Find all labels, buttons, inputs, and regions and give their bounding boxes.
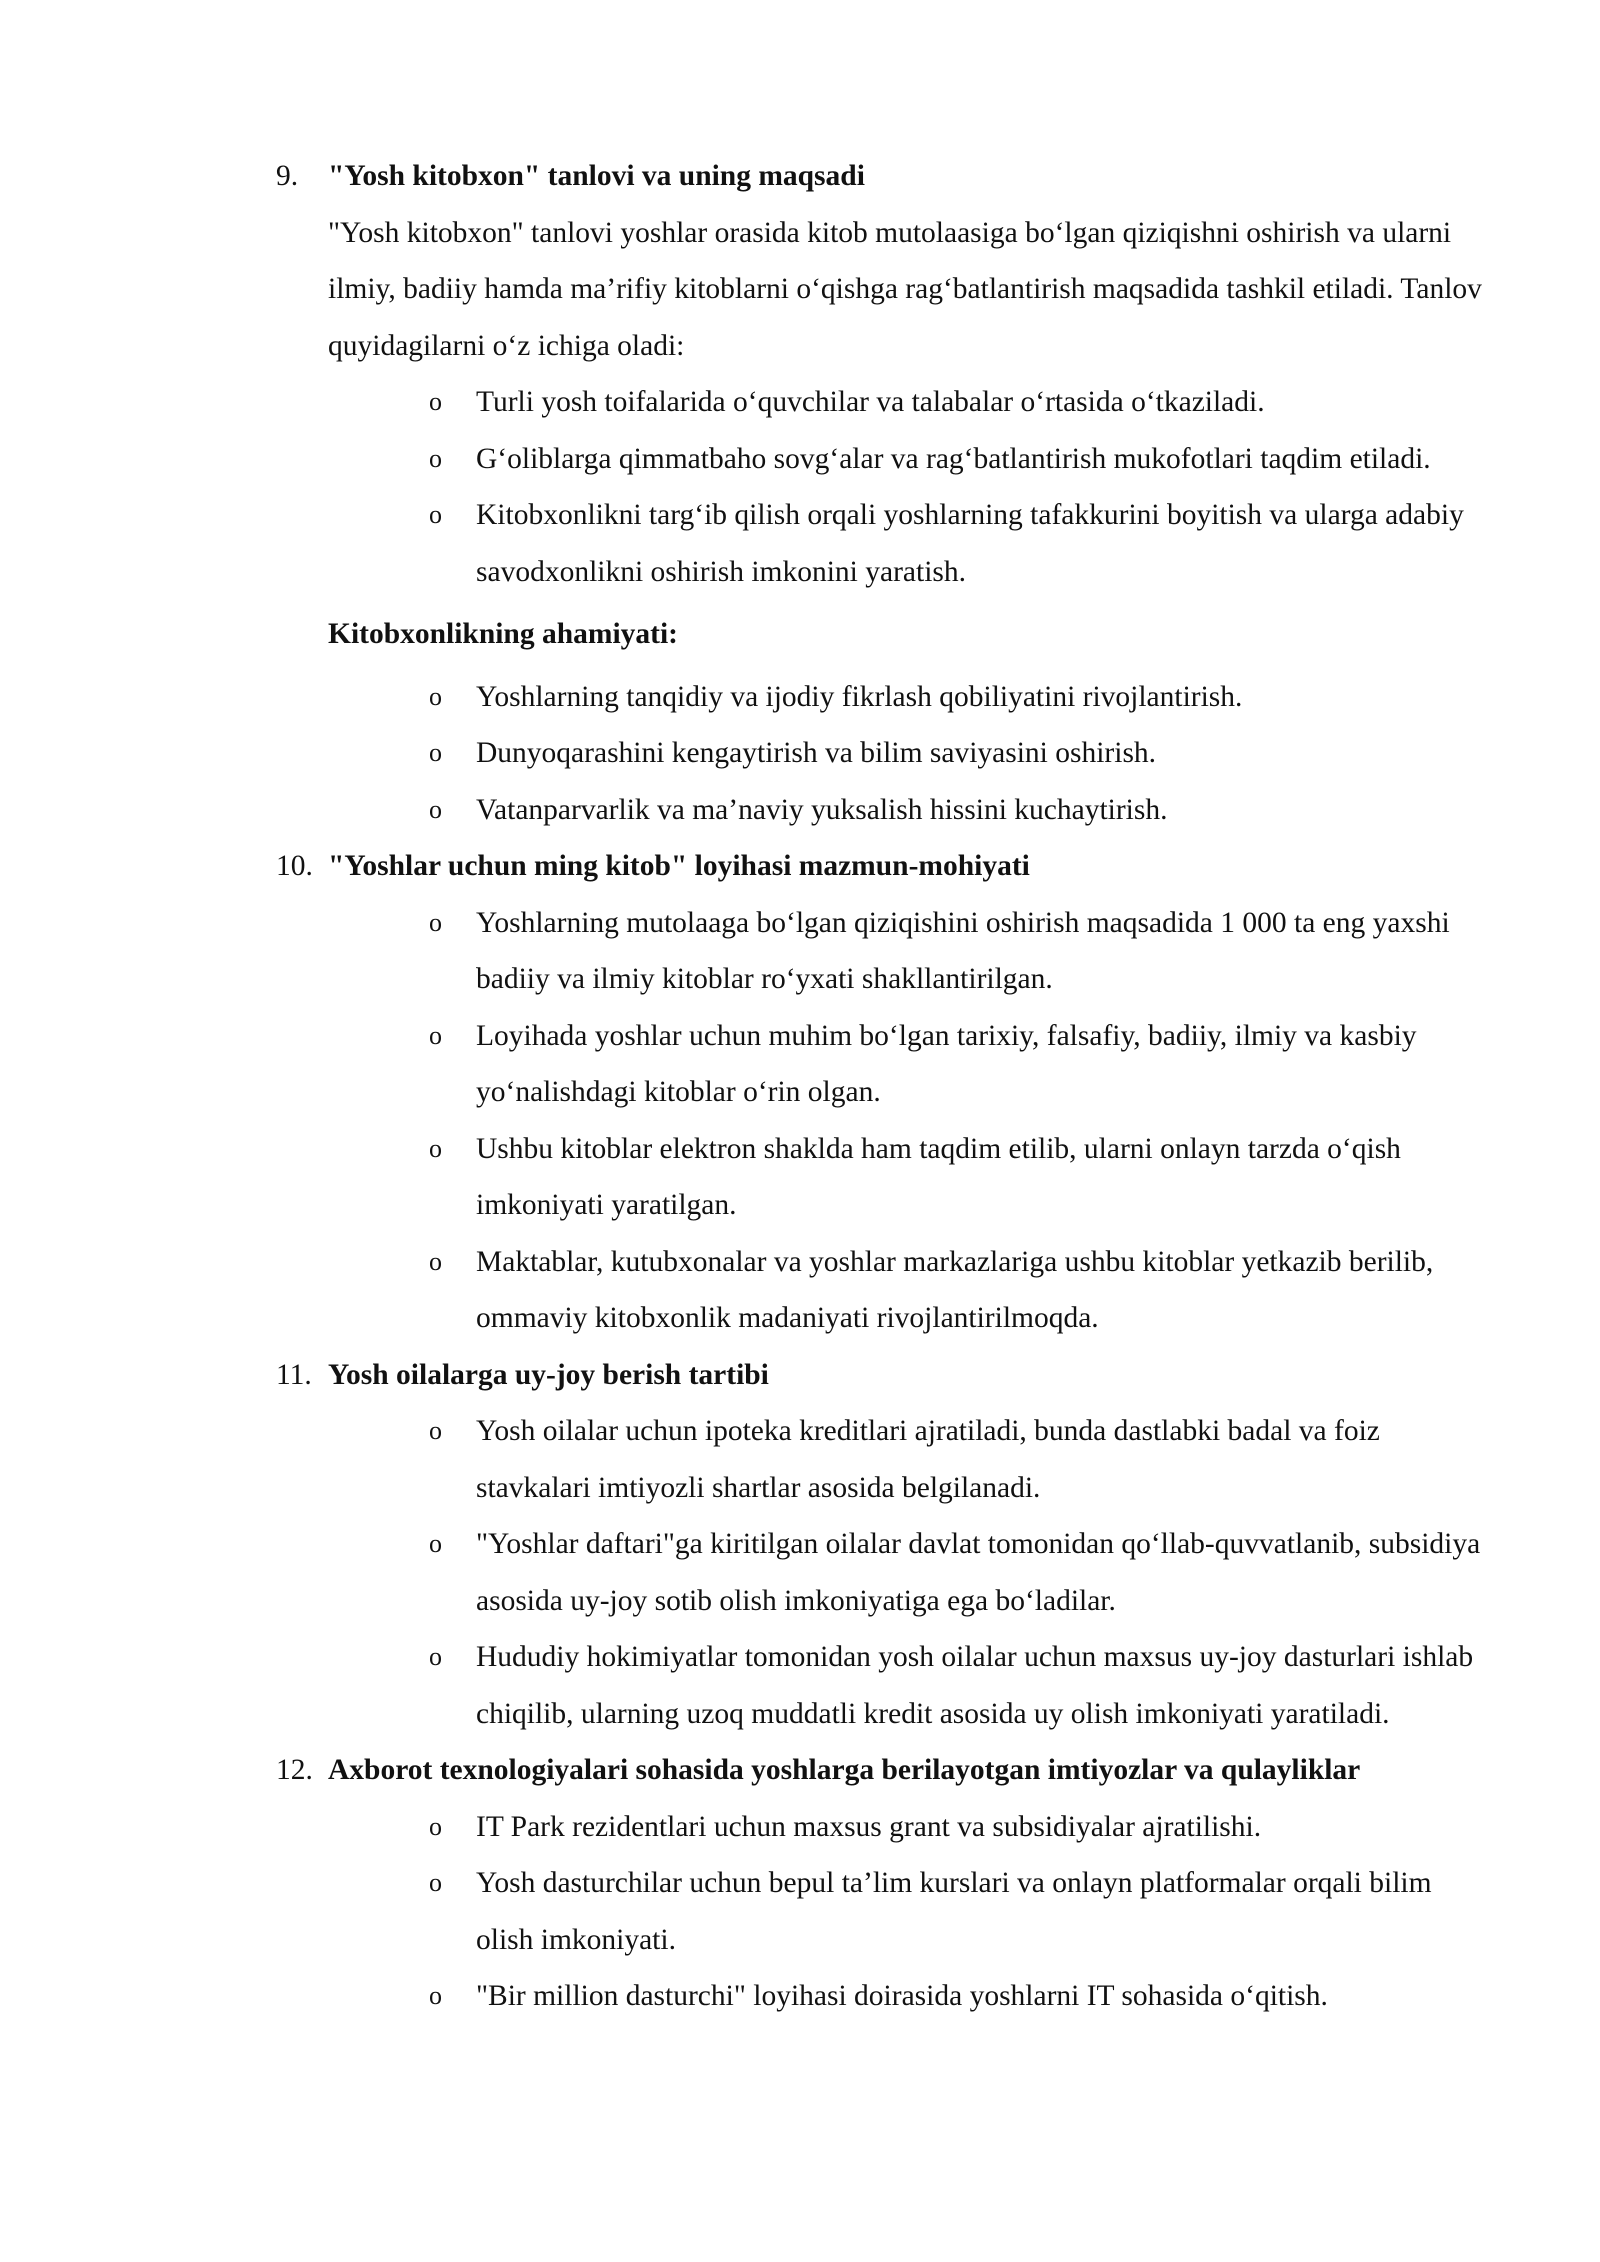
list-item-text: Turli yosh toifalarida o‘quvchilar va talabalar o‘rtasida o‘tkaziladi.: [476, 386, 1265, 418]
list-item-text: Vatanparvarlik va ma’naviy yuksalish hissini kuchaytirish.: [476, 793, 1168, 826]
list-item-text: Yosh oilalar uchun ipoteka kreditlari ajratiladi, bunda dastlabki badal va foiz stavkalari imtiyozli shartlar asosida belgilanadi.: [476, 1415, 1380, 1504]
list-item-text: Maktablar, kutubxonalar va yoshlar markazlariga ushbu kitoblar yetkazib berilib, ommaviy kitobxonlik madaniyati rivojlantirilmoqda.: [476, 1245, 1434, 1334]
bullet-marker: o: [429, 1868, 442, 1897]
list-item-text: Dunyoqarashini kengaytirish va bilim saviyasini oshirish.: [476, 737, 1157, 769]
bullet-list: [328, 374, 1496, 600]
bullet-marker: o: [429, 1529, 442, 1558]
section-12: [276, 1742, 1496, 2025]
subheading: Kitobxonlikning ahamiyati:: [328, 618, 678, 650]
section-9: [276, 148, 1496, 838]
section-number: 10.: [276, 850, 313, 882]
list-item-text: "Bir million dasturchi" loyihasi doirasida yoshlarni IT sohasida o‘qitish.: [476, 1980, 1328, 2012]
list-item-text: Yosh dasturchilar uchun bepul ta’lim kurslari va onlayn platformalar orqali bilim olish imkoniyati.: [476, 1867, 1432, 1956]
bullet-marker: o: [429, 1642, 442, 1671]
bullet-list: [328, 1403, 1496, 1742]
bullet-marker: o: [429, 1246, 442, 1276]
section-10: [276, 838, 1496, 1347]
section-number: 9.: [276, 160, 299, 192]
bullet-marker: o: [429, 1981, 442, 2010]
bullet-marker: o: [429, 500, 442, 529]
list-item-text: IT Park rezidentlari uchun maxsus grant va subsidiyalar ajratilishi.: [476, 1810, 1262, 1843]
list-item: [328, 1516, 1496, 1629]
bullet-list: [328, 1799, 1496, 2025]
list-item: [328, 431, 1496, 488]
list-item: [328, 1403, 1496, 1516]
bullet-list: [328, 669, 1496, 839]
list-item: [328, 487, 1496, 600]
list-item-text: Kitobxonlikni targ‘ib qilish orqali yoshlarning tafakkurini boyitish va ularga adabiy savodxonlikni oshirish imkonini yaratish.: [476, 499, 1464, 588]
section-paragraph: "Yosh kitobxon" tanlovi yoshlar orasida kitob mutolaasiga bo‘lgan qiziqishni oshirish va ularni ilmiy, badiiy hamda ma’rifiy kitoblarni o‘qishga rag‘batlantirish maqsadida tashkil etiladi. Tanlov quyidagilarni o‘z ichiga oladi:: [328, 216, 1482, 362]
list-item: [328, 1968, 1496, 2025]
list-item: [328, 1629, 1496, 1742]
list-item: [328, 895, 1496, 1008]
section-number: 12.: [276, 1754, 313, 1786]
list-item-text: Yoshlarning mutolaaga bo‘lgan qiziqishini oshirish maqsadida 1 000 ta eng yaxshi badiiy va ilmiy kitoblar ro‘yxati shakllantirilgan.: [476, 906, 1450, 995]
bullet-marker: o: [429, 1020, 442, 1050]
list-item: [328, 725, 1496, 782]
document-content: [276, 148, 1496, 2025]
section-title: Axborot texnologiyalari sohasida yoshlarga berilayotgan imtiyozlar va qulayliklar: [328, 1754, 1361, 1786]
bullet-marker: o: [429, 1416, 442, 1445]
list-item-text: Hududiy hokimiyatlar tomonidan yosh oilalar uchun maxsus uy-joy dasturlari ishlab chiqilib, ularning uzoq muddatli kredit asosida uy olish imkoniyati yaratiladi.: [476, 1641, 1474, 1730]
list-item-text: Yoshlarning tanqidiy va ijodiy fikrlash qobiliyatini rivojlantirish.: [476, 680, 1243, 713]
list-item: [328, 782, 1496, 839]
bullet-marker: o: [429, 681, 442, 711]
bullet-marker: o: [429, 738, 442, 767]
list-item: [328, 1008, 1496, 1121]
bullet-marker: o: [429, 443, 442, 473]
list-item: [328, 1234, 1496, 1347]
bullet-list: [328, 895, 1496, 1347]
section-title: Yosh oilalarga uy-joy berish tartibi: [328, 1358, 769, 1391]
bullet-marker: o: [429, 387, 442, 416]
bullet-marker: o: [429, 1133, 442, 1163]
bullet-marker: o: [429, 907, 442, 937]
section-number: 11.: [276, 1358, 312, 1391]
section-title: "Yosh kitobxon" tanlovi va uning maqsadi: [328, 160, 865, 192]
list-item: [328, 1121, 1496, 1234]
bullet-marker: o: [429, 1811, 442, 1841]
section-title: "Yoshlar uchun ming kitob" loyihasi mazmun-mohiyati: [328, 850, 1030, 882]
bullet-marker: o: [429, 794, 442, 824]
list-item-text: "Yoshlar daftari"ga kiritilgan oilalar davlat tomonidan qo‘llab-quvvatlanib, subsidiya asosida uy-joy sotib olish imkoniyatiga ega bo‘ladilar.: [476, 1528, 1481, 1617]
list-item: [328, 374, 1496, 431]
list-item: [328, 669, 1496, 726]
section-11: [276, 1347, 1496, 1743]
list-item-text: Ushbu kitoblar elektron shaklda ham taqdim etilib, ularni onlayn tarzda o‘qish imkoniyati yaratilgan.: [476, 1132, 1401, 1221]
list-item: [328, 1799, 1496, 1856]
list-item-text: G‘oliblarga qimmatbaho sovg‘alar va rag‘batlantirish mukofotlari taqdim etiladi.: [476, 442, 1431, 475]
list-item: [328, 1855, 1496, 1968]
list-item-text: Loyihada yoshlar uchun muhim bo‘lgan tarixiy, falsafiy, badiiy, ilmiy va kasbiy yo‘nalishdagi kitoblar o‘rin olgan.: [476, 1019, 1417, 1108]
